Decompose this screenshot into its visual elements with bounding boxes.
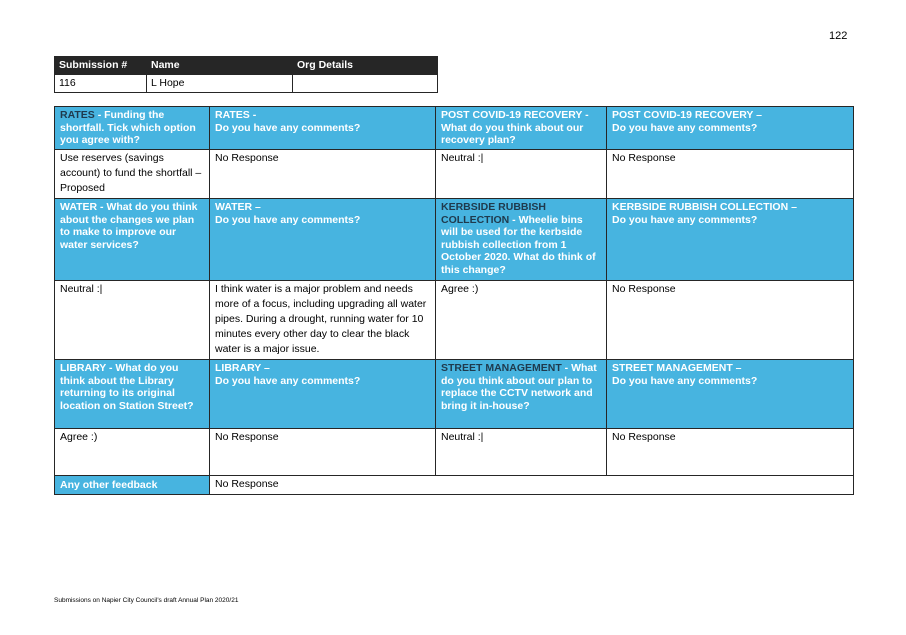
question-water: WATER - What do you think about the changes we plan to make to improve our water services? xyxy=(55,199,210,281)
submission-table xyxy=(54,56,438,93)
question-covid-recovery-comments: POST COVID-19 RECOVERY – Do you have any comments? xyxy=(607,107,854,150)
submission-value-row xyxy=(55,75,438,93)
question-kerbside-rubbish: KERBSIDE RUBBISH COLLECTION - Wheelie bins will be used for the kerbside rubbish collection from 1 October 2020. What do think of this change? xyxy=(436,199,607,281)
question-street-management: STREET MANAGEMENT - What do you think about our plan to replace the CCTV network and bring it in-house? xyxy=(436,360,607,429)
answer-street-management: Neutral :| xyxy=(436,429,607,476)
other-feedback-value: No Response xyxy=(210,476,854,495)
question-rates: RATES - Funding the shortfall. Tick which option you agree with? xyxy=(55,107,210,150)
header-name: Name xyxy=(147,57,293,75)
question-street-management-comments: STREET MANAGEMENT – Do you have any comments? xyxy=(607,360,854,429)
answer-rates-comments: No Response xyxy=(210,150,436,199)
page-footer: Submissions on Napier City Council's draft Annual Plan 2020/21 xyxy=(54,597,239,604)
answer-row xyxy=(55,150,854,199)
question-library-comments: LIBRARY – Do you have any comments? xyxy=(210,360,436,429)
answer-row xyxy=(55,281,854,360)
answer-covid-recovery-comments: No Response xyxy=(607,150,854,199)
question-library: LIBRARY - What do you think about the Library returning to its original location on Station Street? xyxy=(55,360,210,429)
other-feedback-label: Any other feedback xyxy=(55,476,210,495)
answer-covid-recovery: Neutral :| xyxy=(436,150,607,199)
submission-number: 116 xyxy=(55,75,147,93)
answer-street-management-comments: No Response xyxy=(607,429,854,476)
org-details xyxy=(293,75,438,93)
responses-table xyxy=(54,106,854,495)
answer-library-comments: No Response xyxy=(210,429,436,476)
question-kerbside-rubbish-comments: KERBSIDE RUBBISH COLLECTION – Do you have any comments? xyxy=(607,199,854,281)
answer-rates: Use reserves (savings account) to fund the shortfall – Proposed xyxy=(55,150,210,199)
answer-library: Agree :) xyxy=(55,429,210,476)
submitter-name: L Hope xyxy=(147,75,293,93)
question-rates-comments: RATES - Do you have any comments? xyxy=(210,107,436,150)
question-row xyxy=(55,107,854,150)
question-row xyxy=(55,199,854,281)
other-feedback-row xyxy=(55,476,854,495)
header-org-details: Org Details xyxy=(293,57,438,75)
answer-water: Neutral :| xyxy=(55,281,210,360)
answer-kerbside-rubbish-comments: No Response xyxy=(607,281,854,360)
header-submission-number: Submission # xyxy=(55,57,147,75)
page-number: 122 xyxy=(829,30,848,42)
question-covid-recovery: POST COVID-19 RECOVERY - What do you think about our recovery plan? xyxy=(436,107,607,150)
question-water-comments: WATER – Do you have any comments? xyxy=(210,199,436,281)
submission-header-row xyxy=(55,57,438,75)
question-row xyxy=(55,360,854,429)
answer-kerbside-rubbish: Agree :) xyxy=(436,281,607,360)
answer-row xyxy=(55,429,854,476)
answer-water-comments: I think water is a major problem and needs more of a focus, including upgrading all water pipes. During a drought, running water for 10 minutes every other day to clear the black water is a major issue. xyxy=(210,281,436,360)
